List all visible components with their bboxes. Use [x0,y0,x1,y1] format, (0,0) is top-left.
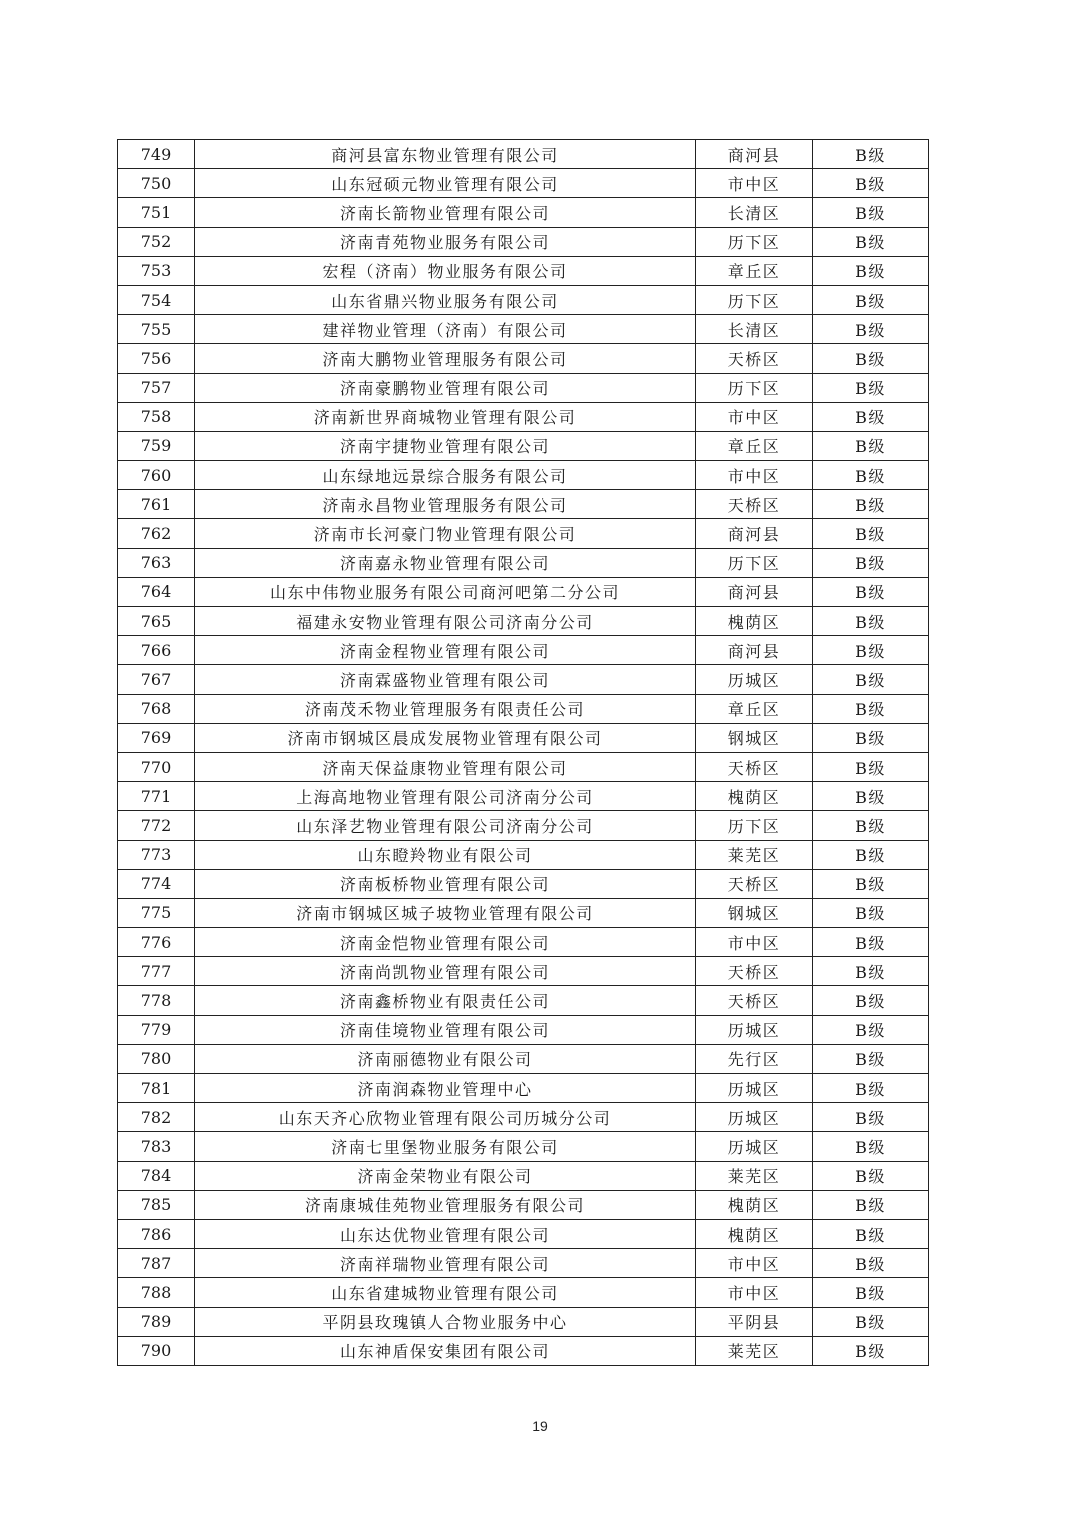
table-row [118,840,929,869]
district-cell: 市中区 [696,169,813,198]
district-cell: 章丘区 [696,694,813,723]
district-cell: 天桥区 [696,752,813,781]
table-row [118,519,929,548]
company-name-cell: 济南新世界商城物业管理有限公司 [195,402,696,431]
company-name-cell: 济南润森物业管理中心 [195,1074,696,1103]
row-number-cell: 780 [118,1044,195,1073]
district-cell: 历下区 [696,285,813,314]
company-name-cell: 济南市钢城区城子坡物业管理有限公司 [195,898,696,927]
grade-cell: B级 [813,811,929,840]
district-cell: 章丘区 [696,431,813,460]
table-row [118,782,929,811]
grade-cell: B级 [813,1074,929,1103]
table-row [118,1103,929,1132]
table-row [118,577,929,606]
grade-cell: B级 [813,169,929,198]
table-row [118,402,929,431]
company-name-cell: 济南永昌物业管理服务有限公司 [195,490,696,519]
table-row [118,461,929,490]
table-row [118,811,929,840]
row-number-cell: 772 [118,811,195,840]
table-row [118,928,929,957]
company-name-cell: 福建永安物业管理有限公司济南分公司 [195,607,696,636]
table-row [118,869,929,898]
grade-cell: B级 [813,1278,929,1307]
company-name-cell: 济南市长河豪门物业管理有限公司 [195,519,696,548]
district-cell: 莱芜区 [696,1336,813,1365]
district-cell: 钢城区 [696,723,813,752]
grade-cell: B级 [813,986,929,1015]
grade-cell: B级 [813,1044,929,1073]
grade-cell: B级 [813,1307,929,1336]
company-name-cell: 济南七里堡物业服务有限公司 [195,1132,696,1161]
row-number-cell: 778 [118,986,195,1015]
row-number-cell: 783 [118,1132,195,1161]
table-row [118,1044,929,1073]
district-cell: 历城区 [696,1074,813,1103]
district-cell: 市中区 [696,928,813,957]
district-cell: 槐荫区 [696,782,813,811]
company-name-cell: 山东瞪羚物业有限公司 [195,840,696,869]
row-number-cell: 756 [118,344,195,373]
grade-cell: B级 [813,373,929,402]
grade-cell: B级 [813,607,929,636]
district-cell: 天桥区 [696,957,813,986]
row-number-cell: 774 [118,869,195,898]
row-number-cell: 771 [118,782,195,811]
company-name-cell: 山东天齐心欣物业管理有限公司历城分公司 [195,1103,696,1132]
row-number-cell: 766 [118,636,195,665]
district-cell: 历下区 [696,227,813,256]
row-number-cell: 759 [118,431,195,460]
grade-cell: B级 [813,928,929,957]
table-row [118,1307,929,1336]
table-row [118,431,929,460]
company-name-cell: 山东冠硕元物业管理有限公司 [195,169,696,198]
grade-cell: B级 [813,315,929,344]
row-number-cell: 773 [118,840,195,869]
grade-cell: B级 [813,898,929,927]
table-row [118,373,929,402]
table-row [118,1015,929,1044]
grade-cell: B级 [813,1015,929,1044]
company-name-cell: 山东泽艺物业管理有限公司济南分公司 [195,811,696,840]
row-number-cell: 776 [118,928,195,957]
district-cell: 历城区 [696,1103,813,1132]
company-name-cell: 济南佳境物业管理有限公司 [195,1015,696,1044]
table-body [118,140,929,1366]
row-number-cell: 786 [118,1219,195,1248]
grade-cell: B级 [813,198,929,227]
district-cell: 历下区 [696,373,813,402]
district-cell: 商河县 [696,140,813,169]
table-row [118,140,929,169]
company-name-cell: 济南祥瑞物业管理有限公司 [195,1249,696,1278]
company-name-cell: 济南大鹏物业管理服务有限公司 [195,344,696,373]
district-cell: 槐荫区 [696,1219,813,1248]
row-number-cell: 790 [118,1336,195,1365]
company-name-cell: 山东省鼎兴物业服务有限公司 [195,285,696,314]
table-row [118,1161,929,1190]
company-name-cell: 上海高地物业管理有限公司济南分公司 [195,782,696,811]
table-row [118,694,929,723]
company-name-cell: 济南长箭物业管理有限公司 [195,198,696,227]
company-name-cell: 济南尚凯物业管理有限公司 [195,957,696,986]
grade-cell: B级 [813,140,929,169]
company-name-cell: 济南鑫桥物业有限责任公司 [195,986,696,1015]
district-cell: 历城区 [696,1132,813,1161]
row-number-cell: 761 [118,490,195,519]
company-name-cell: 济南嘉永物业管理有限公司 [195,548,696,577]
row-number-cell: 752 [118,227,195,256]
district-cell: 历城区 [696,1015,813,1044]
table-row [118,607,929,636]
company-name-cell: 济南丽德物业有限公司 [195,1044,696,1073]
company-name-cell: 平阴县玫瑰镇人合物业服务中心 [195,1307,696,1336]
company-name-cell: 济南青苑物业服务有限公司 [195,227,696,256]
company-name-cell: 山东中伟物业服务有限公司商河吧第二分公司 [195,577,696,606]
table-row [118,1190,929,1219]
district-cell: 长清区 [696,315,813,344]
grade-cell: B级 [813,402,929,431]
row-number-cell: 777 [118,957,195,986]
district-cell: 槐荫区 [696,1190,813,1219]
row-number-cell: 760 [118,461,195,490]
row-number-cell: 784 [118,1161,195,1190]
district-cell: 槐荫区 [696,607,813,636]
company-name-cell: 济南宇捷物业管理有限公司 [195,431,696,460]
table-row [118,227,929,256]
grade-cell: B级 [813,1336,929,1365]
row-number-cell: 787 [118,1249,195,1278]
district-cell: 钢城区 [696,898,813,927]
row-number-cell: 765 [118,607,195,636]
company-name-cell: 济南市钢城区晨成发展物业管理有限公司 [195,723,696,752]
row-number-cell: 755 [118,315,195,344]
grade-cell: B级 [813,285,929,314]
company-name-cell: 济南豪鹏物业管理有限公司 [195,373,696,402]
row-number-cell: 758 [118,402,195,431]
district-cell: 历下区 [696,548,813,577]
row-number-cell: 768 [118,694,195,723]
company-name-cell: 商河县富东物业管理有限公司 [195,140,696,169]
row-number-cell: 754 [118,285,195,314]
grade-cell: B级 [813,723,929,752]
row-number-cell: 789 [118,1307,195,1336]
grade-cell: B级 [813,577,929,606]
table-row [118,285,929,314]
grade-cell: B级 [813,869,929,898]
grade-cell: B级 [813,490,929,519]
row-number-cell: 757 [118,373,195,402]
table-row [118,1278,929,1307]
grade-cell: B级 [813,1103,929,1132]
district-cell: 天桥区 [696,986,813,1015]
grade-cell: B级 [813,548,929,577]
district-cell: 历下区 [696,811,813,840]
company-name-cell: 济南金恺物业管理有限公司 [195,928,696,957]
district-cell: 历城区 [696,665,813,694]
grade-cell: B级 [813,519,929,548]
grade-cell: B级 [813,1249,929,1278]
company-name-cell: 山东绿地远景综合服务有限公司 [195,461,696,490]
district-cell: 莱芜区 [696,1161,813,1190]
row-number-cell: 770 [118,752,195,781]
district-cell: 商河县 [696,577,813,606]
table-row [118,548,929,577]
grade-cell: B级 [813,694,929,723]
table-row [118,898,929,927]
table-row [118,1249,929,1278]
table-row [118,1132,929,1161]
table-row [118,665,929,694]
table-row [118,1074,929,1103]
district-cell: 天桥区 [696,490,813,519]
company-name-cell: 济南茂禾物业管理服务有限责任公司 [195,694,696,723]
table-row [118,198,929,227]
row-number-cell: 785 [118,1190,195,1219]
company-name-cell: 济南霖盛物业管理有限公司 [195,665,696,694]
grade-cell: B级 [813,636,929,665]
district-cell: 天桥区 [696,869,813,898]
table-row [118,986,929,1015]
row-number-cell: 781 [118,1074,195,1103]
grade-cell: B级 [813,957,929,986]
table-row [118,344,929,373]
district-cell: 市中区 [696,461,813,490]
company-name-cell: 宏程（济南）物业服务有限公司 [195,256,696,285]
company-rating-table [117,139,929,1366]
company-name-cell: 济南康城佳苑物业管理服务有限公司 [195,1190,696,1219]
row-number-cell: 779 [118,1015,195,1044]
district-cell: 章丘区 [696,256,813,285]
table-row [118,957,929,986]
row-number-cell: 753 [118,256,195,285]
grade-cell: B级 [813,840,929,869]
company-name-cell: 济南天保益康物业管理有限公司 [195,752,696,781]
district-cell: 莱芜区 [696,840,813,869]
grade-cell: B级 [813,752,929,781]
company-name-cell: 济南金荣物业有限公司 [195,1161,696,1190]
district-cell: 市中区 [696,402,813,431]
row-number-cell: 762 [118,519,195,548]
grade-cell: B级 [813,344,929,373]
row-number-cell: 751 [118,198,195,227]
grade-cell: B级 [813,227,929,256]
company-name-cell: 建祥物业管理（济南）有限公司 [195,315,696,344]
district-cell: 市中区 [696,1249,813,1278]
row-number-cell: 767 [118,665,195,694]
grade-cell: B级 [813,431,929,460]
grade-cell: B级 [813,665,929,694]
row-number-cell: 749 [118,140,195,169]
company-name-cell: 山东省建城物业管理有限公司 [195,1278,696,1307]
row-number-cell: 782 [118,1103,195,1132]
grade-cell: B级 [813,1219,929,1248]
district-cell: 市中区 [696,1278,813,1307]
page-number: 19 [532,1418,548,1434]
table-row [118,490,929,519]
company-name-cell: 山东神盾保安集团有限公司 [195,1336,696,1365]
district-cell: 商河县 [696,519,813,548]
row-number-cell: 750 [118,169,195,198]
grade-cell: B级 [813,1132,929,1161]
table-row [118,169,929,198]
table-row [118,256,929,285]
row-number-cell: 788 [118,1278,195,1307]
grade-cell: B级 [813,782,929,811]
table-row [118,723,929,752]
district-cell: 先行区 [696,1044,813,1073]
district-cell: 天桥区 [696,344,813,373]
row-number-cell: 764 [118,577,195,606]
district-cell: 商河县 [696,636,813,665]
table-row [118,636,929,665]
grade-cell: B级 [813,1161,929,1190]
row-number-cell: 763 [118,548,195,577]
grade-cell: B级 [813,256,929,285]
district-cell: 长清区 [696,198,813,227]
district-cell: 平阴县 [696,1307,813,1336]
row-number-cell: 775 [118,898,195,927]
grade-cell: B级 [813,1190,929,1219]
grade-cell: B级 [813,461,929,490]
table-row [118,1219,929,1248]
row-number-cell: 769 [118,723,195,752]
company-name-cell: 济南金程物业管理有限公司 [195,636,696,665]
company-name-cell: 山东达优物业管理有限公司 [195,1219,696,1248]
table-row [118,315,929,344]
table-row [118,1336,929,1365]
company-name-cell: 济南板桥物业管理有限公司 [195,869,696,898]
table-row [118,752,929,781]
